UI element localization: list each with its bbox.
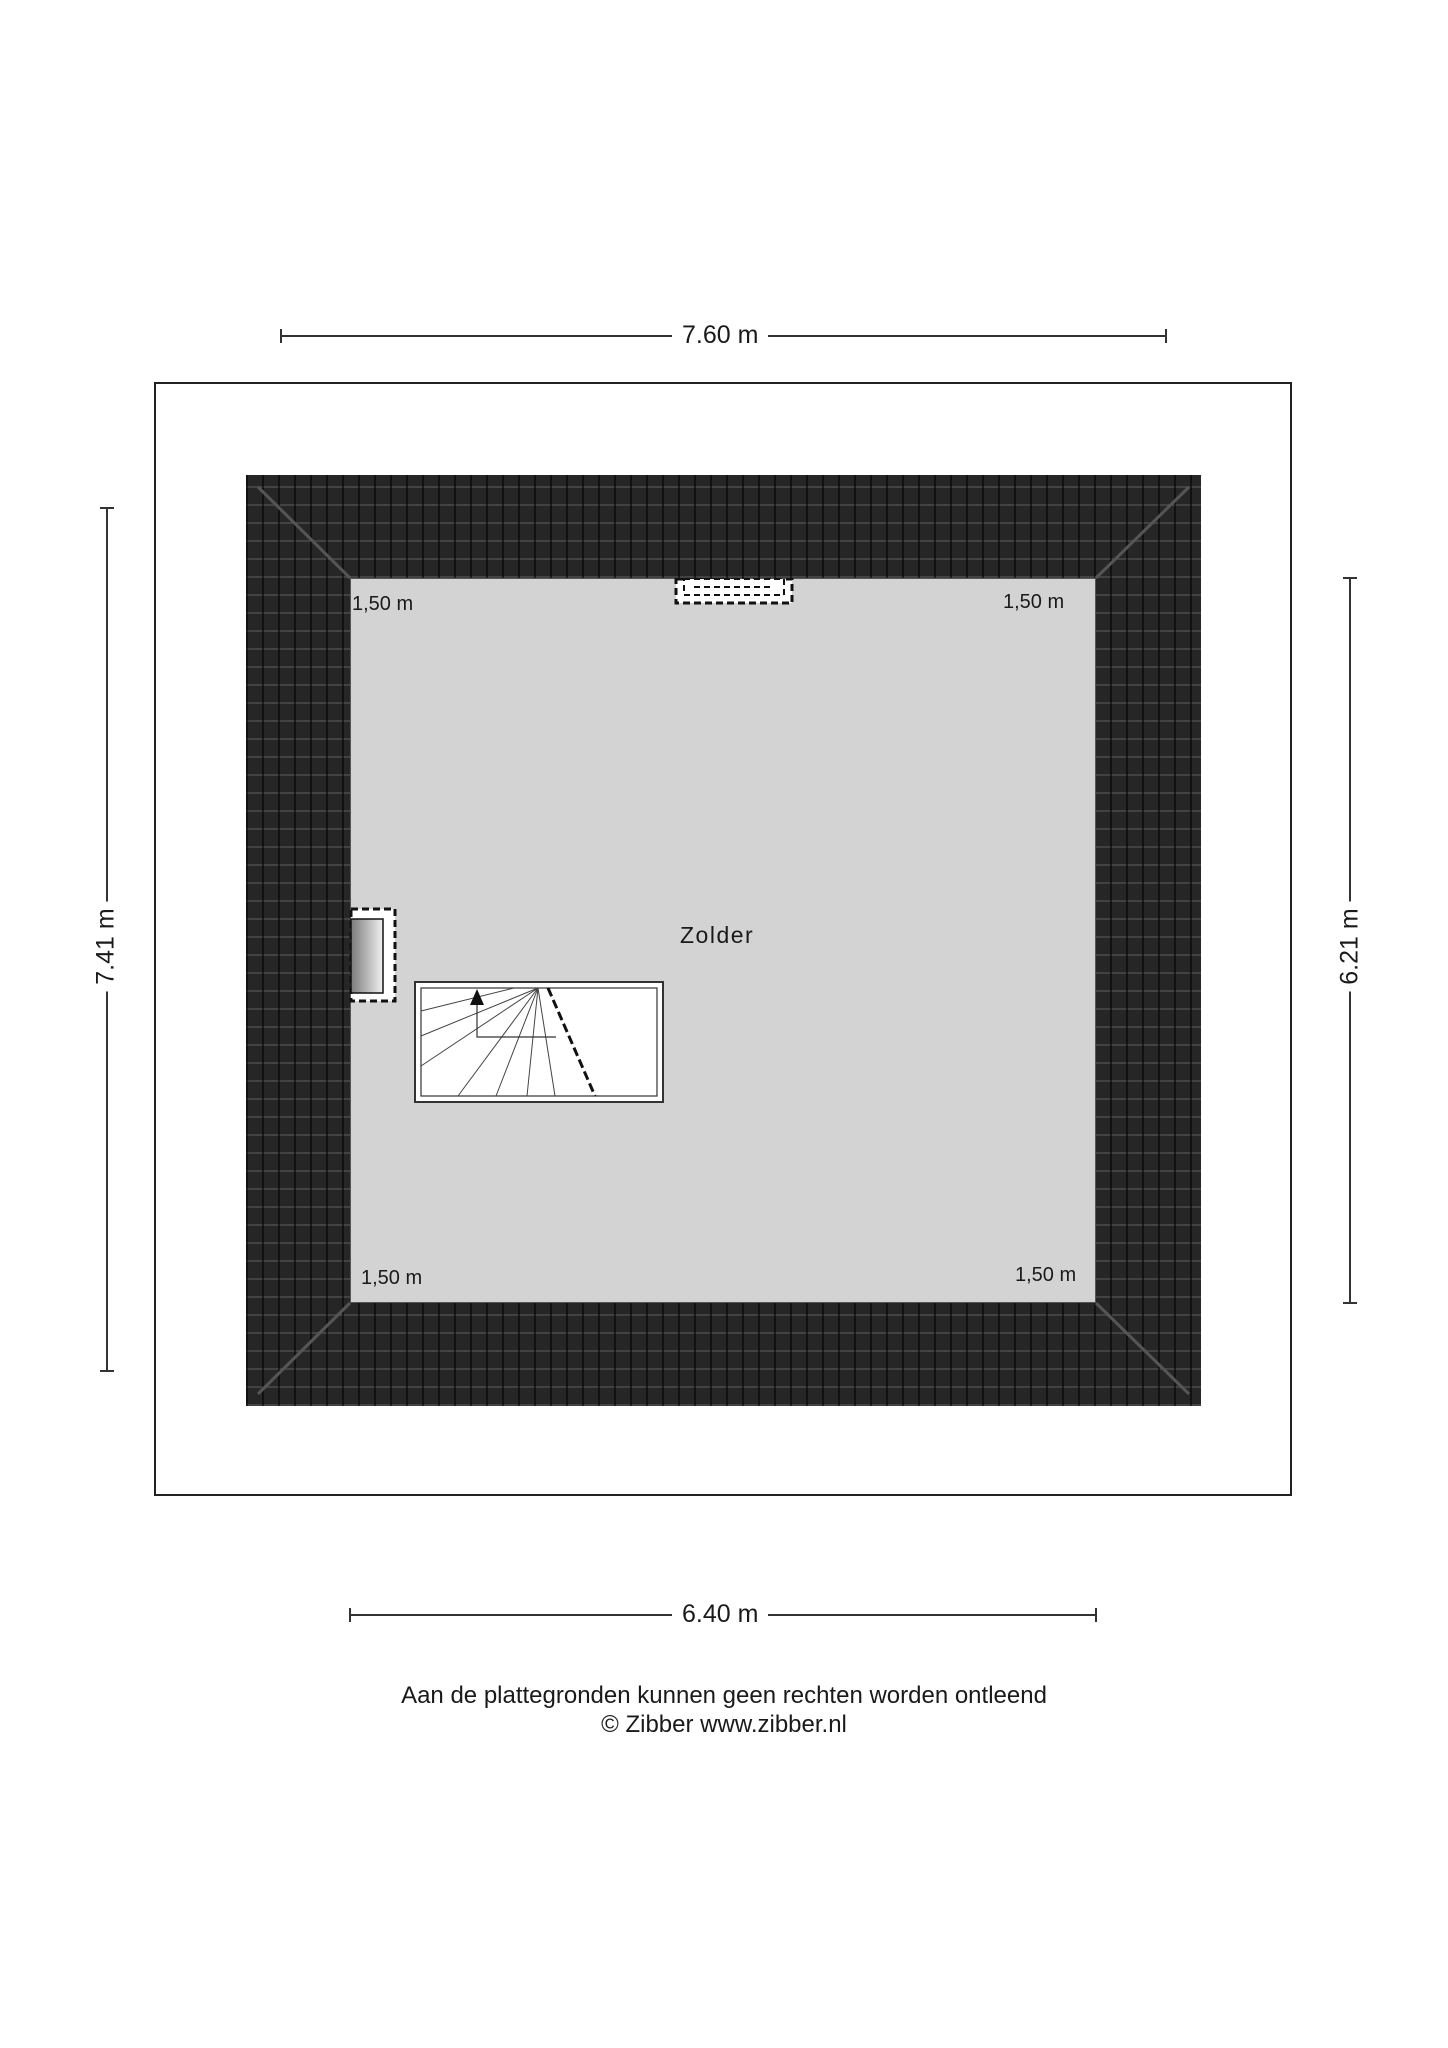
corner-height-bottom-right: 1,50 m	[1015, 1264, 1077, 1286]
bottom-dimension-tick-right	[1095, 1608, 1097, 1622]
corner-height-top-left: 1,50 m	[352, 593, 414, 615]
right-dimension-tick-bottom	[1343, 1302, 1357, 1304]
top-dimension-tick-left	[280, 329, 282, 343]
staircase	[414, 981, 666, 1105]
corner-height-top-right: 1,50 m	[1003, 591, 1065, 613]
left-dimension-label: 7.41 m	[88, 902, 125, 992]
roof-window-top	[672, 578, 796, 606]
bottom-dimension-label: 6.40 m	[672, 1602, 768, 1627]
right-dimension-label: 6.21 m	[1332, 902, 1369, 992]
footer-copyright: © Zibber www.zibber.nl	[601, 1711, 847, 1738]
left-dimension-tick-bottom	[100, 1370, 114, 1372]
room-name: Zolder	[680, 922, 755, 948]
right-dimension-tick-top	[1343, 577, 1357, 579]
corner-height-bottom-left: 1,50 m	[361, 1267, 423, 1289]
left-dimension-tick-top	[100, 507, 114, 509]
top-dimension-label: 7.60 m	[672, 323, 768, 348]
top-dimension-tick-right	[1165, 329, 1167, 343]
roof-window-left	[349, 907, 399, 1005]
bottom-dimension-tick-left	[349, 1608, 351, 1622]
footer-disclaimer: Aan de plattegronden kunnen geen rechten worden ontleend	[401, 1682, 1047, 1709]
